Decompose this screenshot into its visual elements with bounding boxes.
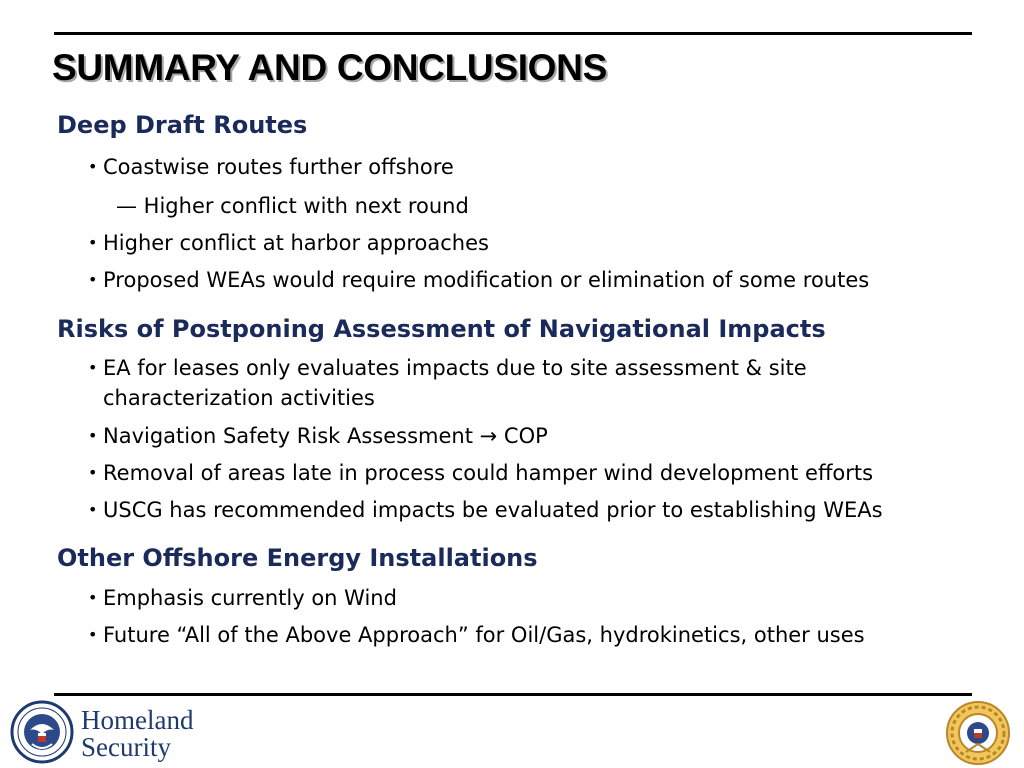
bullet-dot-icon: •: [88, 426, 98, 445]
bullet-dot-icon: •: [88, 358, 98, 377]
bullet-dot-icon: •: [88, 500, 98, 519]
top-divider: [54, 32, 972, 35]
dhs-seal-icon: [10, 700, 74, 764]
slide-title: SUMMARY AND CONCLUSIONS: [52, 47, 607, 88]
bullet-dot-icon: •: [88, 625, 98, 644]
uscg-seal-icon: [945, 700, 1011, 766]
bullet-dot-icon: •: [88, 233, 98, 252]
section-heading-navigational-impacts: Risks of Postponing Assessment of Navigational Impacts: [57, 315, 826, 343]
brand-security: Security: [81, 732, 171, 762]
section-heading-deep-draft-routes: Deep Draft Routes: [57, 111, 308, 139]
brand-homeland: Homeland: [81, 705, 194, 735]
bottom-divider: [54, 693, 972, 696]
bullet-dot-icon: •: [88, 588, 98, 607]
bullet-dot-icon: •: [88, 463, 98, 482]
sub-bullet-item: — Higher conflict with next round: [116, 194, 469, 218]
bullet-dot-icon: •: [88, 157, 98, 176]
bullet-dot-icon: •: [88, 270, 98, 289]
section-heading-other-offshore-energy: Other Offshore Energy Installations: [57, 544, 538, 572]
